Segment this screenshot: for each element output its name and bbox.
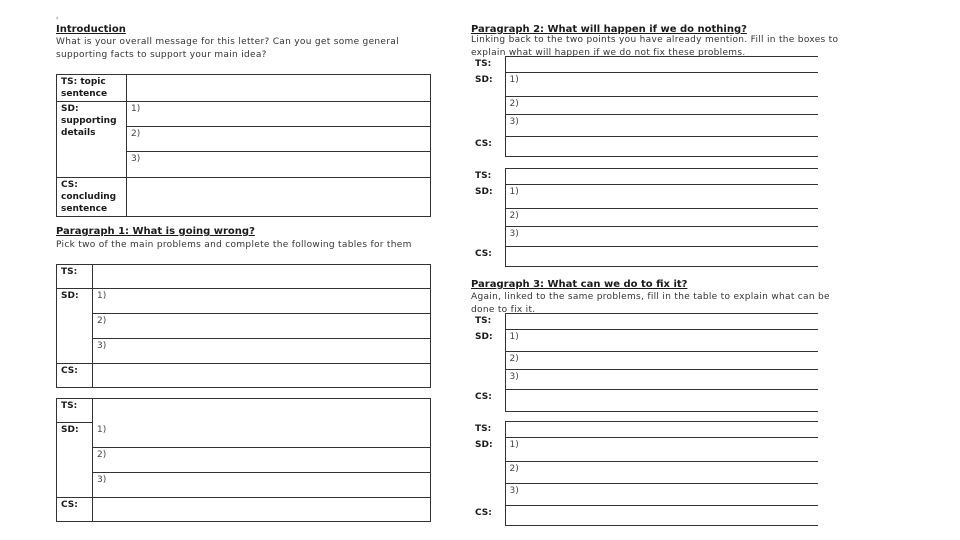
cs-cell[interactable] xyxy=(93,498,431,522)
ts-label: TS: xyxy=(475,58,492,69)
intro-text: What is your overall message for this letter? Can you get some general supporting facts to support your main idea? xyxy=(56,37,399,60)
cs-cell[interactable] xyxy=(505,247,818,267)
sd-cell-1[interactable]: 1) xyxy=(93,423,431,448)
sd-label: SD: xyxy=(57,289,93,364)
sd-cell-1[interactable]: 1) xyxy=(505,438,818,462)
ts-cell[interactable] xyxy=(505,57,818,73)
sd-label: SD: supporting details xyxy=(57,102,127,178)
sd-label: SD: xyxy=(475,186,493,197)
sd-cell-2[interactable]: 2) xyxy=(93,314,431,339)
sd-cell-3[interactable]: 3) xyxy=(93,339,431,364)
intro-table xyxy=(56,74,431,217)
cs-label: CS: xyxy=(475,138,492,149)
sd-cell-3[interactable]: 3) xyxy=(505,227,818,247)
cs-label: CS: concluding sentence xyxy=(57,178,127,217)
sd-cell-2[interactable]: 2) xyxy=(505,209,818,227)
para3-heading: Paragraph 3: What can we do to fix it? xyxy=(471,279,688,290)
sd-cell-1[interactable]: 1) xyxy=(505,185,818,209)
cs-cell[interactable] xyxy=(505,137,818,157)
para1-table-1 xyxy=(56,264,431,388)
para3-table-2 xyxy=(471,421,818,526)
sd-cell-1[interactable]: 1) xyxy=(127,102,431,127)
sd-cell-2[interactable]: 2) xyxy=(505,97,818,115)
para3-table-1 xyxy=(471,313,818,412)
para1-heading: Paragraph 1: What is going wrong? xyxy=(56,226,255,237)
sd-cell-2[interactable]: 2) xyxy=(505,352,818,370)
para1-text: Pick two of the main problems and complete the following tables for them xyxy=(56,240,412,250)
sd-cell-3[interactable]: 3) xyxy=(127,152,431,178)
cs-label: CS: xyxy=(57,498,93,522)
ts-cell[interactable] xyxy=(505,422,818,438)
ts-label: TS: xyxy=(475,170,492,181)
sd-label: SD: xyxy=(475,74,493,85)
sd-label: SD: xyxy=(475,331,493,342)
cs-label: CS: xyxy=(475,391,492,402)
cs-label: CS: xyxy=(57,364,93,388)
ts-label: TS: topic sentence xyxy=(57,75,127,102)
ts-cell[interactable] xyxy=(127,75,431,102)
ts-cell[interactable] xyxy=(93,265,431,289)
sd-cell-2[interactable]: 2) xyxy=(93,448,431,473)
sd-cell-3[interactable]: 3) xyxy=(505,370,818,390)
sd-cell-3[interactable]: 3) xyxy=(505,115,818,137)
page-mark: ' xyxy=(56,16,59,25)
ts-label: TS: xyxy=(475,315,492,326)
sd-cell-3[interactable]: 3) xyxy=(505,484,818,506)
cs-cell[interactable] xyxy=(505,390,818,412)
intro-heading: Introduction xyxy=(56,24,126,35)
sd-cell-3[interactable]: 3) xyxy=(93,473,431,498)
cs-cell[interactable] xyxy=(505,506,818,526)
ts-label: TS: xyxy=(57,399,93,423)
ts-cell[interactable] xyxy=(505,169,818,185)
sd-cell-1[interactable]: 1) xyxy=(505,330,818,352)
cs-cell[interactable] xyxy=(127,178,431,217)
para2-heading: Paragraph 2: What will happen if we do nothing? xyxy=(471,24,747,35)
sd-cell-1[interactable]: 1) xyxy=(93,289,431,314)
para2-text: Linking back to the two points you have already mention. Fill in the boxes to explain what will happen if we do not fix these problems. xyxy=(471,35,839,58)
sd-label: SD: xyxy=(57,423,93,498)
cs-label: CS: xyxy=(475,507,492,518)
ts-cell[interactable] xyxy=(505,314,818,330)
para3-text: Again, linked to the same problems, fill in the table to explain what can be done to fix it. xyxy=(471,292,830,315)
sd-label: SD: xyxy=(475,439,493,450)
cs-label: CS: xyxy=(475,248,492,259)
para1-table-2 xyxy=(56,398,431,522)
ts-label: TS: xyxy=(475,423,492,434)
sd-cell-1[interactable]: 1) xyxy=(505,73,818,97)
sd-cell-2[interactable]: 2) xyxy=(505,462,818,484)
sd-cell-2[interactable]: 2) xyxy=(127,127,431,152)
ts-cell[interactable] xyxy=(93,399,431,423)
cs-cell[interactable] xyxy=(93,364,431,388)
para2-table-1 xyxy=(471,56,818,157)
ts-label: TS: xyxy=(57,265,93,289)
para2-table-2 xyxy=(471,168,818,267)
